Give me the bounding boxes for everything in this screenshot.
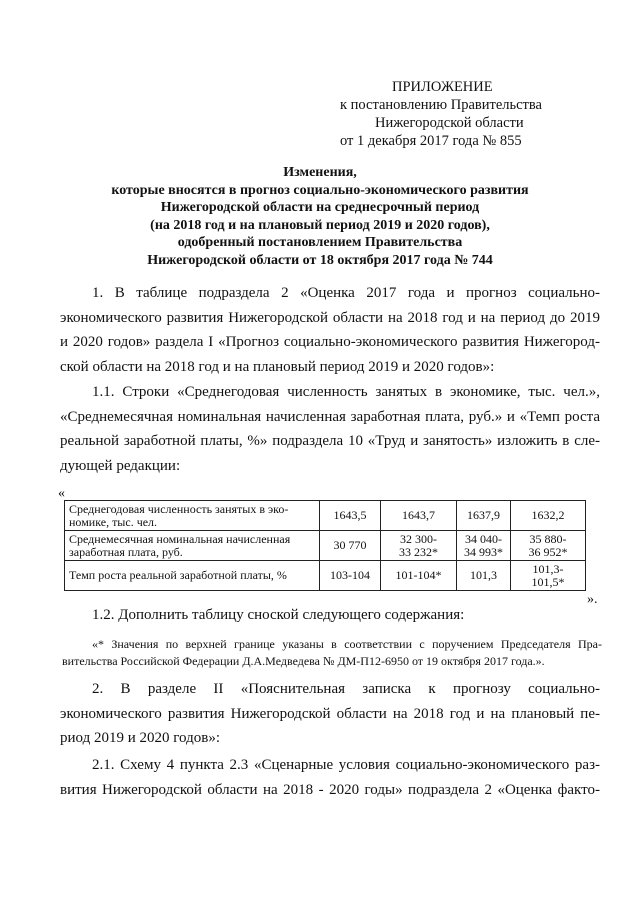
table-cell: 101,3 xyxy=(457,561,511,591)
paragraph-line: 2.1. Схему 4 пункта 2.3 «Сценарные условия социально-экономического раз- xyxy=(92,757,600,773)
paragraph-line: риод 2019 и 2020 годов»: xyxy=(60,730,220,746)
paragraph-1-2 xyxy=(60,603,600,628)
paragraph-line: 1.2. Дополнить таблицу сноской следующего содержания: xyxy=(92,607,465,623)
quote-open-mark: « xyxy=(58,486,65,501)
title-line: которые вносятся в прогноз социально-экономического развития xyxy=(111,182,529,198)
paragraph-line: и 2020 годов» раздела I «Прогноз социально-экономического развития Нижегород- xyxy=(60,334,600,350)
quote-close-mark: ». xyxy=(587,592,598,607)
cell-text: 101,5* xyxy=(531,574,565,589)
amendment-table xyxy=(64,500,586,591)
cell-text: 34 040- xyxy=(465,531,502,546)
table-cell xyxy=(381,531,457,561)
cell-text: заработная плата, руб. xyxy=(69,544,183,559)
footnote-line: «* Значения по верхней границе указаны в соответствии с поручением Председателя Пра- xyxy=(92,637,602,651)
cell-text: 36 952* xyxy=(528,544,568,559)
cell-text: Среднемесячная номинальная начисленная xyxy=(69,531,291,546)
title-line: Нижегородской области от 18 октября 2017 года № 744 xyxy=(147,252,493,268)
table-cell xyxy=(511,531,586,561)
paragraph-line: ской области на 2018 год и на плановый период 2019 и 2020 годов»: xyxy=(60,358,495,375)
table-cell-label xyxy=(65,531,320,561)
paragraph-line: экономического развития Нижегородской области на 2018 год и на плановый пе- xyxy=(60,705,600,722)
paragraph-line: дующей редакции: xyxy=(60,457,181,474)
appendix-region-line: Нижегородской области xyxy=(375,115,524,131)
paragraph-line: вития Нижегородской области на 2018 - 2020 годы» подраздела 2 «Оценка факто- xyxy=(60,781,600,798)
paragraph-line: 2. В разделе II «Пояснительная записка к прогнозу социально- xyxy=(92,681,600,697)
table-cell-label xyxy=(65,501,320,531)
table-row xyxy=(65,501,586,531)
table-cell-label: Темп роста реальной заработной платы, % xyxy=(65,561,320,591)
table-cell: 1632,2 xyxy=(511,501,586,531)
cell-text: Среднегодовая численность занятых в эко- xyxy=(69,501,289,516)
table-cell: 30 770 xyxy=(320,531,381,561)
cell-text: 32 300- xyxy=(400,531,437,546)
cell-text: номике, тыс. чел. xyxy=(69,514,158,529)
table-cell: 103-104 xyxy=(320,561,381,591)
document-title xyxy=(60,164,580,269)
table-cell xyxy=(457,531,511,561)
paragraph-line: «Среднемесячная номинальная начисленная заработная плата, руб.» и «Темп роста xyxy=(60,408,600,425)
paragraph-line: экономического развития Нижегородской области на 2018 год и на период до 2019 xyxy=(60,309,600,326)
paragraph-1-1 xyxy=(60,380,600,478)
table-cell: 1643,7 xyxy=(381,501,457,531)
footnote-text xyxy=(62,636,602,669)
paragraph-2 xyxy=(60,677,600,751)
table-row xyxy=(65,561,586,591)
table-cell: 1643,5 xyxy=(320,501,381,531)
title-line: Нижегородской области на среднесрочный период xyxy=(160,200,480,215)
footnote-line: вительства Российской Федерации Д.А.Медведева № ДМ-П12-6950 от 19 октября 2017 года.». xyxy=(62,653,545,668)
paragraph-1 xyxy=(60,281,600,379)
paragraph-line: реальной заработной платы, %» подраздела 10 «Труд и занятость» изложить в сле- xyxy=(60,433,600,449)
table-cell xyxy=(511,561,586,591)
table-cell: 101-104* xyxy=(381,561,457,591)
paragraph-line: 1. В таблице подраздела 2 «Оценка 2017 года и прогноз социально- xyxy=(92,285,600,301)
cell-text: 33 232* xyxy=(399,544,438,559)
cell-text: 35 880- xyxy=(529,531,567,546)
cell-text: 34 993* xyxy=(464,544,503,559)
table-row xyxy=(65,531,586,561)
title-line: Изменения, xyxy=(283,165,357,180)
table-cell: 1637,9 xyxy=(457,501,511,531)
cell-text: 101,3- xyxy=(532,561,564,576)
paragraph-2-1 xyxy=(60,753,600,802)
appendix-title: ПРИЛОЖЕНИЕ xyxy=(392,79,493,95)
appendix-ref-line: к постановлению Правительства xyxy=(340,97,542,113)
paragraph-line: 1.1. Строки «Среднегодовая численность занятых в экономике, тыс. чел.», xyxy=(92,384,600,400)
appendix-date-line: от 1 декабря 2017 года № 855 xyxy=(340,133,522,149)
title-line: одобренный постановлением Правительства xyxy=(177,235,463,250)
title-line: (на 2018 год и на плановый период 2019 и 2020 годов), xyxy=(150,217,490,233)
